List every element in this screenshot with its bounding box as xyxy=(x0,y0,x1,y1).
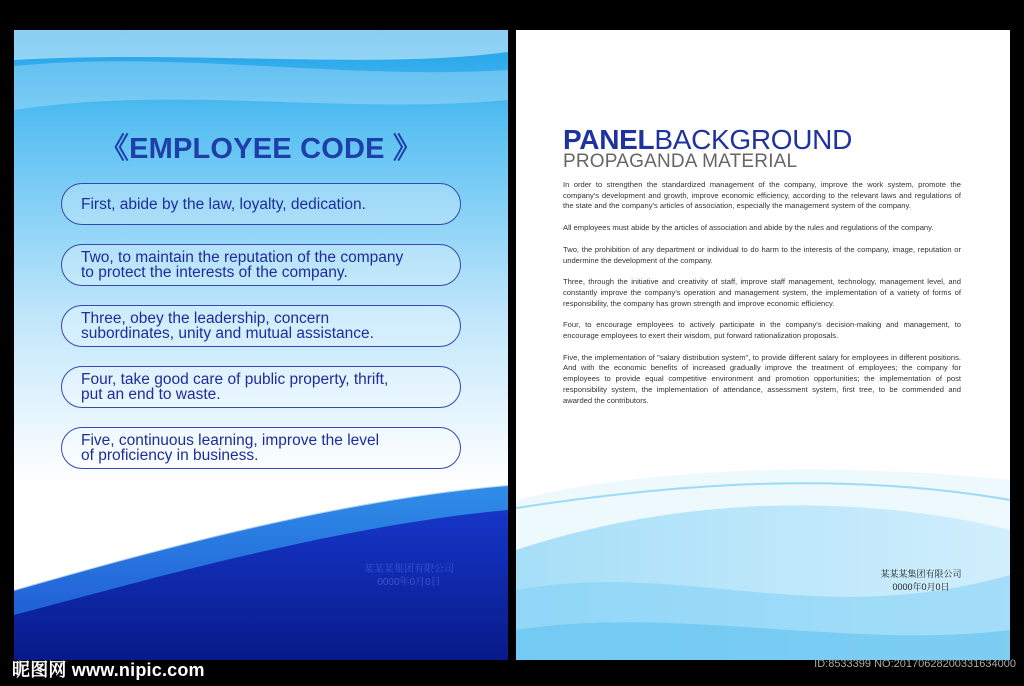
body-paragraph: Three, through the initiative and creativity of staff, improve staff management, technology, management level, and constantly improve the company's operation and management system, the implementation of a variety of forms of responsibility, the company has grown strength and improve economic efficiency. xyxy=(563,277,961,308)
code-item xyxy=(61,427,461,469)
right-footer-company: 某某某集团有限公司 xyxy=(880,569,962,579)
panel-heading-rest: BACKGROUND xyxy=(654,124,853,155)
code-line: First, abide by the law, loyalty, dedication. xyxy=(81,195,366,213)
employee-code-panel xyxy=(14,30,508,660)
code-line: Five, continuous learning, improve the level xyxy=(81,432,380,449)
code-line: Two, to maintain the reputation of the company xyxy=(81,249,404,266)
code-line: subordinates, unity and mutual assistance. xyxy=(81,325,374,342)
body-paragraph: Four, to encourage employees to actively participate in the company's decision-making and management, to encourage employees to exert their wisdom, put forward rationalization proposals. xyxy=(563,320,961,341)
panel-subheading: PROPAGANDA MATERIAL xyxy=(563,151,798,172)
code-line: Three, obey the leadership, concern xyxy=(81,310,330,327)
left-footer-date: 0000年0月0日 xyxy=(377,577,441,588)
left-footer xyxy=(354,563,464,589)
code-item xyxy=(61,305,461,347)
code-item xyxy=(61,183,461,225)
employee-code-title: 《EMPLOYEE CODE 》 xyxy=(99,133,423,165)
code-item xyxy=(61,366,461,408)
code-line: of proficiency in business. xyxy=(81,447,259,464)
body-paragraph: Five, the implementation of "salary distribution system", to provide different salary for employees in different positions. And with the economic benefits of increased gradually improve the treatment of employees; the company for employees to provide equal competitive environment and promotion opportunities; the implementation of post responsibility system, the implementation of attendance, assessment system, first tree, to be commended and awarded the contributors. xyxy=(563,352,961,405)
watermark-id: ID:8533399 NO:20170628200331634000 xyxy=(814,658,1016,670)
body-text xyxy=(563,180,961,417)
body-paragraph: All employees must abide by the articles of association and abide by the rules and regulations of the company. xyxy=(563,223,934,233)
code-line: put an end to waste. xyxy=(81,386,221,403)
code-line: to protect the interests of the company. xyxy=(81,264,348,281)
right-footer-date: 0000年0月0日 xyxy=(892,582,950,592)
body-paragraph: In order to strengthen the standardized management of the company, improve the work system, promote the company's development and growth, improve economic efficiency, according to the relevant laws and regulations of the state and the company's articles of association, especially the management system of the company. xyxy=(563,180,961,211)
watermark-logo: 昵图网 www.nipic.com xyxy=(12,660,205,680)
code-line: Four, take good care of public property, thrift, xyxy=(81,371,389,388)
left-footer-company: 某某某集团有限公司 xyxy=(364,564,454,575)
body-paragraph: Two, the prohibition of any department or individual to do harm to the interests of the company, image, reputation or undermine the development of the company. xyxy=(563,244,961,265)
propaganda-panel xyxy=(516,30,1010,660)
right-footer xyxy=(866,568,976,594)
panel-heading-bold: PANEL xyxy=(563,124,655,155)
code-item xyxy=(61,244,461,286)
